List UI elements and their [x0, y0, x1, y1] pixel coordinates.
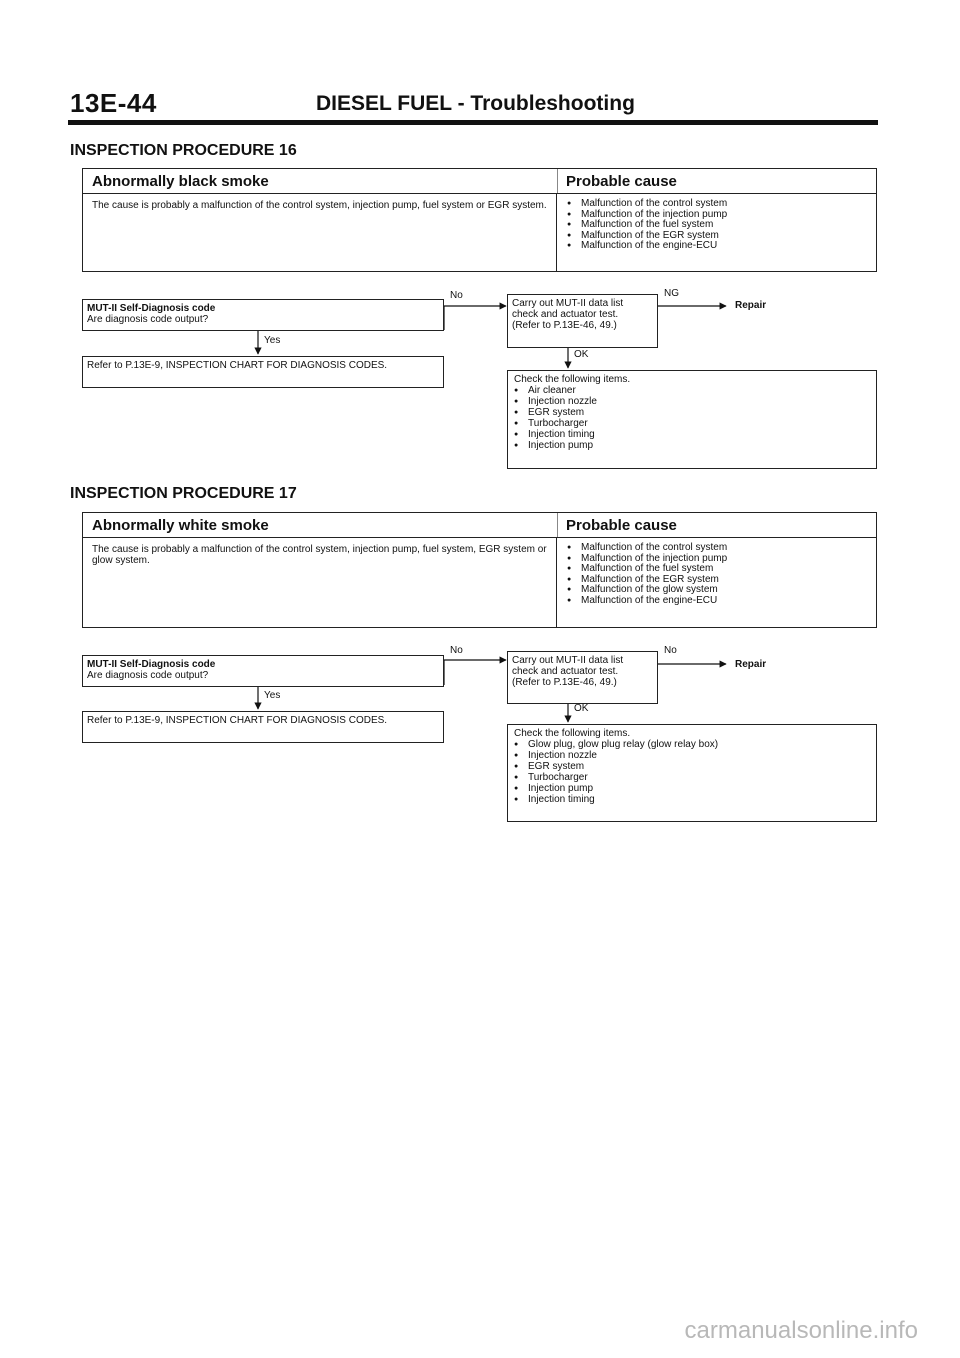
- diag-title: MUT-II Self-Diagnosis code: [87, 303, 216, 314]
- diagnosis-code-box: [82, 655, 444, 687]
- probable-cause-list: [567, 543, 866, 606]
- cause-description: The cause is probably a malfunction of the control system, injection pump, fuel system, EGR system or glow system.: [83, 538, 557, 627]
- list-item: ● Malfunction of the EGR system: [567, 575, 866, 586]
- diagnosis-code-box: [82, 299, 444, 331]
- check-items-box: [507, 724, 877, 822]
- carry-out-line: (Refer to P.13E-46, 49.): [512, 320, 617, 331]
- list-item: ● Malfunction of the control system: [567, 543, 866, 554]
- ok-label: OK: [574, 349, 589, 360]
- list-item: ● Injection nozzle: [514, 396, 870, 407]
- refer-chart-box: Refer to P.13E-9, INSPECTION CHART FOR DIAGNOSIS CODES.: [82, 711, 444, 743]
- watermark-text: carmanualsonline.info: [684, 1317, 918, 1344]
- refer-chart-box: Refer to P.13E-9, INSPECTION CHART FOR DIAGNOSIS CODES.: [82, 356, 444, 388]
- no-label: No: [450, 645, 463, 656]
- check-heading: Check the following items.: [514, 728, 631, 739]
- probable-cause-heading: Probable cause: [557, 169, 876, 193]
- list-item: ● Turbocharger: [514, 418, 870, 429]
- check-heading: Check the following items.: [514, 374, 631, 385]
- probable-cause-heading: Probable cause: [557, 513, 876, 537]
- procedure-17-cause-table: [82, 512, 877, 628]
- repair-label: Repair: [735, 300, 767, 311]
- list-item: ● EGR system: [514, 761, 870, 772]
- diag-question: Are diagnosis code output?: [87, 314, 209, 325]
- list-item: ● Malfunction of the engine-ECU: [567, 241, 866, 252]
- list-item: ● Injection nozzle: [514, 750, 870, 761]
- no-result-label: No: [664, 645, 677, 656]
- list-item: ● Injection timing: [514, 794, 870, 805]
- carry-out-test-box: [507, 294, 658, 348]
- list-item: ● Malfunction of the glow system: [567, 585, 866, 596]
- list-item: ● Injection pump: [514, 783, 870, 794]
- list-item: ● Injection pump: [514, 440, 870, 451]
- carry-out-test-box: [507, 651, 658, 704]
- list-item: ● Malfunction of the control system: [567, 199, 866, 210]
- procedure-17-title: INSPECTION PROCEDURE 17: [70, 485, 297, 502]
- ng-label: NG: [664, 288, 679, 299]
- check-items-list: [514, 739, 870, 805]
- page-number: 13E-44: [70, 88, 157, 118]
- carry-out-line: check and actuator test.: [512, 309, 619, 320]
- symptom-heading: Abnormally white smoke: [92, 516, 269, 534]
- repair-label: Repair: [735, 659, 767, 670]
- list-item: ● Malfunction of the fuel system: [567, 220, 866, 231]
- symptom-heading: Abnormally black smoke: [92, 172, 269, 190]
- list-item: ● Malfunction of the fuel system: [567, 564, 866, 575]
- carry-out-line: check and actuator test.: [512, 666, 619, 677]
- carry-out-line: (Refer to P.13E-46, 49.): [512, 677, 617, 688]
- list-item: ● Injection timing: [514, 429, 870, 440]
- list-item: ● Malfunction of the EGR system: [567, 231, 866, 242]
- list-item: ● Air cleaner: [514, 385, 870, 396]
- carry-out-line: Carry out MUT-II data list: [512, 655, 624, 666]
- ok-label: OK: [574, 703, 589, 714]
- list-item: ● Glow plug, glow plug relay (glow relay box): [514, 739, 870, 750]
- page-title: DIESEL FUEL - Troubleshooting: [316, 92, 635, 115]
- carry-out-line: Carry out MUT-II data list: [512, 298, 624, 309]
- no-label: No: [450, 290, 463, 301]
- yes-label: Yes: [264, 690, 281, 701]
- probable-cause-list: [567, 199, 866, 252]
- list-item: ● Turbocharger: [514, 772, 870, 783]
- procedure-16-cause-table: [82, 168, 877, 272]
- list-item: ● Malfunction of the injection pump: [567, 210, 866, 221]
- check-items-box: [507, 370, 877, 469]
- list-item: ● Malfunction of the injection pump: [567, 554, 866, 565]
- procedure-16-title: INSPECTION PROCEDURE 16: [70, 142, 297, 159]
- yes-label: Yes: [264, 335, 281, 346]
- diag-question: Are diagnosis code output?: [87, 670, 209, 681]
- diag-title: MUT-II Self-Diagnosis code: [87, 659, 216, 670]
- cause-description: The cause is probably a malfunction of the control system, injection pump, fuel system or EGR system.: [83, 194, 557, 271]
- list-item: ● Malfunction of the engine-ECU: [567, 596, 866, 607]
- list-item: ● EGR system: [514, 407, 870, 418]
- check-items-list: [514, 385, 870, 451]
